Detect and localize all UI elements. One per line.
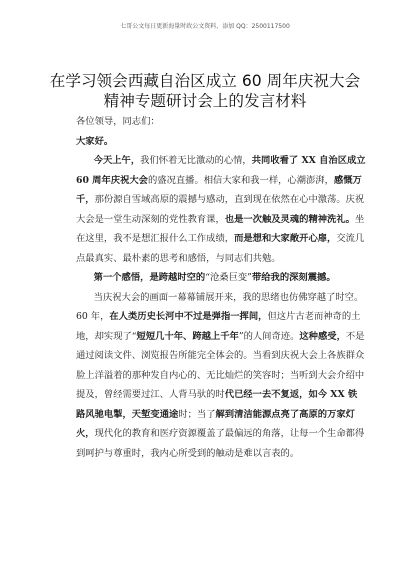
p1-seg-5: 感慨万千，	[76, 174, 362, 205]
p2-seg-3: 但这片古老而神奇的土地，却实现了“	[76, 311, 361, 342]
p1-seg-6: 那份源自雪域高原的震撼与感动，直到现在依然在心中激荡。庆祝大会是一堂生动深刻的党性教育课，	[76, 194, 365, 225]
h1-seg-2: “沧桑巨变”	[205, 272, 252, 283]
p2-seg-5: ”的人间奇迹。	[238, 330, 300, 342]
p2-seg-14: 现代化的教育和医疗资源	[94, 428, 197, 439]
p2-seg-9: 代已经一去不复返，	[224, 389, 309, 400]
h1-seg-3: 带给我的深刻震撼。	[251, 272, 336, 283]
title-line-1: 在学习领会西藏自治区成立 60 周年庆祝大会	[49, 72, 361, 90]
p2-seg-1: 当庆祝大会的画面一幕幕铺展开来，我的思绪也仿佛穿越了时空。60 年，	[76, 291, 364, 322]
greeting: 大家好。	[76, 135, 114, 147]
paragraph-1	[76, 151, 366, 268]
p1-seg-8: 坐在这里，我不是想汇报什么工作成绩，	[76, 213, 365, 244]
p1-seg-7: 也是一次触及灵魂的精神洗礼。	[224, 213, 355, 225]
p2-seg-11: 天堑变通途	[131, 408, 179, 420]
p1-seg-10: 交流几点最真实、最朴素的思考和感悟，与同志们共勉。	[76, 233, 365, 264]
document-body	[76, 112, 366, 463]
p2-seg-7: 不是通过阅读文件、浏览报告所能完全体会的。当看	[76, 330, 365, 361]
salutation: 各位领导，同志们：	[76, 116, 160, 127]
p2-seg-8: 到庆祝大会上各族群众脸上洋溢着的那种发自内心的、无比灿烂的笑容时；当听到大会介绍中提及，曾经需要过江、人背马驮的时	[76, 350, 365, 400]
p2-seg-15: 覆盖了最偏远的角落，让每一个生命都得到呵护与尊重时，我内心所受到的触动是难以言表的。	[76, 428, 365, 459]
p1-seg-1: 今天上午，	[93, 155, 141, 166]
h1-seg-1: 第一个感悟，是跨越时空的	[93, 272, 206, 283]
title-line-2: 精神专题研讨会上的发言材料	[103, 92, 307, 110]
p2-seg-10: 如今 XX 铁路风驰电掣，	[76, 389, 358, 420]
p2-seg-6: 这种感受，	[299, 330, 346, 342]
p2-seg-4: 短短几十年、跨越上千年	[136, 330, 239, 342]
p1-seg-9: 而是想和大家敞开心扉，	[234, 233, 337, 244]
document-title	[46, 71, 364, 111]
p1-seg-3: 共同收看了 XX 自治区成立 60 周年庆祝大会	[76, 155, 366, 186]
p2-seg-13: 解到清洁能源点亮了高原的万家灯火，	[76, 408, 355, 439]
p2-seg-2: 在人类历史长河中不过是弹指一挥间，	[109, 311, 268, 322]
p1-seg-4: 的盛况直播。相信大家和我一样，心潮澎湃，	[147, 174, 334, 186]
section-heading-1	[76, 268, 366, 288]
paragraph-2	[76, 288, 366, 464]
p2-seg-12: 时；当了	[178, 408, 216, 420]
p1-seg-2: 我们怀着无比激动的心情，	[140, 155, 252, 166]
header-note: 七哥公文每日更新海量时政公文资料，添加 QQ：2500117500	[120, 23, 290, 30]
